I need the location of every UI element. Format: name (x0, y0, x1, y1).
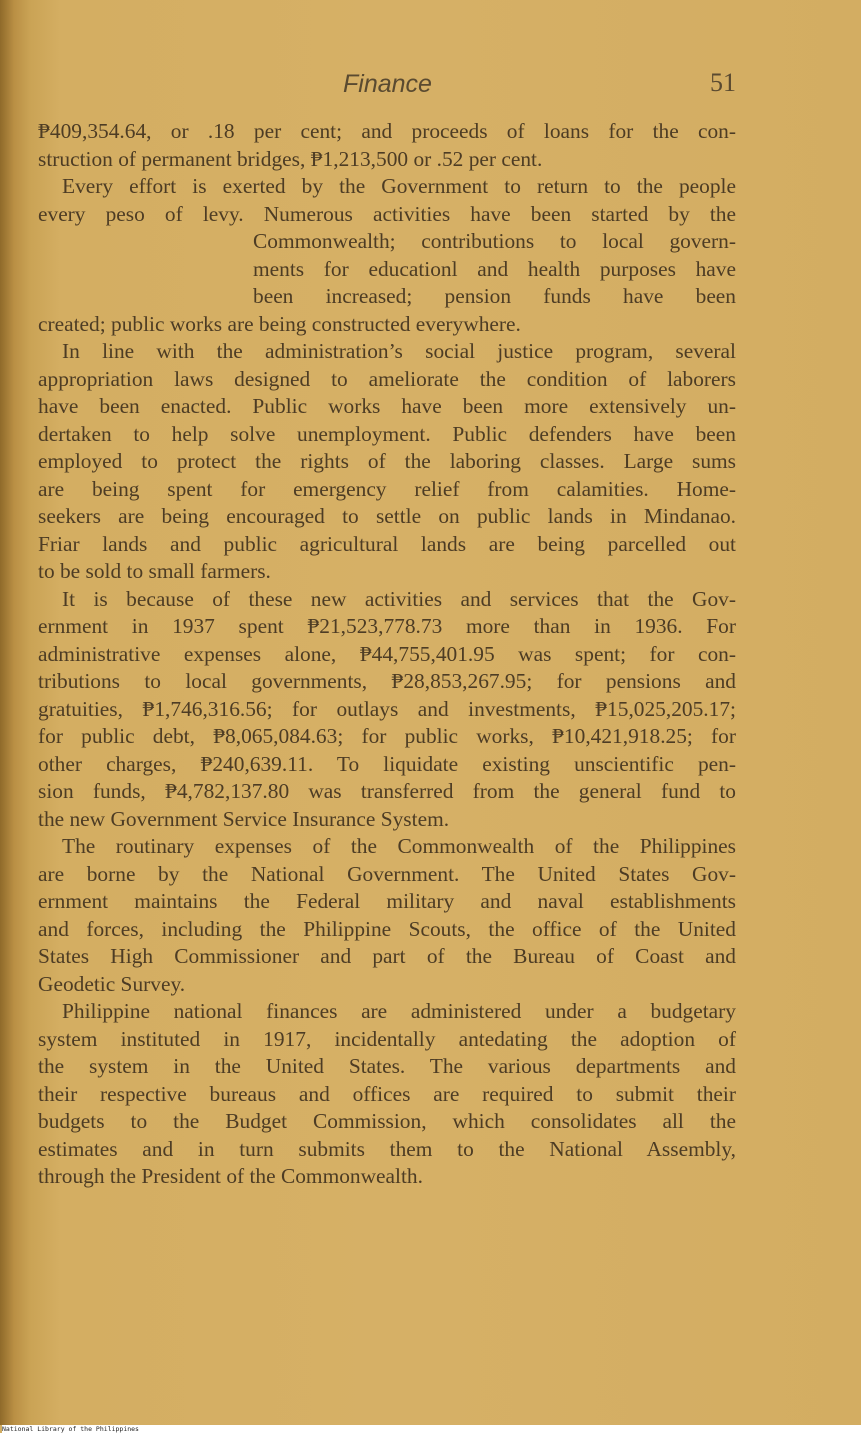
text-line: estimates and in turn submits them to the National Assembly, (38, 1136, 736, 1161)
text-line: have been enacted. Public works have been more extensively un- (38, 394, 736, 418)
text-line: appropriation laws designed to ameliorate the condition of laborers (38, 366, 736, 391)
text-line: budgets to the Budget Commission, which consolidates all the (38, 1109, 736, 1133)
text-line: ₱409,354.64, or .18 per cent; and proceeds of loans for the con- (38, 119, 736, 143)
text-line-content: ments for educationl and health purposes have (253, 256, 736, 281)
text-line: every peso of levy. Numerous activities have been started by the (38, 201, 736, 226)
text-line: employed to protect the rights of the laboring classes. Large sums (38, 449, 736, 473)
text-line: are being spent for emergency relief from calamities. Home- (38, 476, 736, 501)
text-line: the new Government Service Insurance System. (38, 806, 450, 831)
text-line: their respective bureaus and offices are required to submit their (38, 1081, 736, 1106)
text-line: other charges, ₱240,639.11. To liquidate existing unscientific pen- (38, 751, 736, 776)
text-line: Philippine national finances are administered under a budgetary (62, 999, 736, 1023)
text-line: system instituted in 1917, incidentally antedating the adoption of (38, 1026, 736, 1051)
text-line: Every effort is exerted by the Government to return to the people (62, 174, 736, 198)
page-header (0, 70, 861, 104)
text-line: and forces, including the Philippine Scouts, the office of the United (38, 916, 736, 941)
body-text (38, 118, 736, 1191)
text-line: for public debt, ₱8,065,084.63; for public works, ₱10,421,918.25; for (38, 724, 736, 748)
running-title: Finance (343, 70, 432, 98)
text-line: States High Commissioner and part of the Bureau of Coast and (38, 944, 736, 968)
text-line: gratuities, ₱1,746,316.56; for outlays and investments, ₱15,025,205.17; (38, 696, 736, 721)
text-line: In line with the administration’s social justice program, several (62, 339, 736, 363)
text-line (38, 256, 736, 284)
text-line: struction of permanent bridges, ₱1,213,500 or .52 per cent. (38, 146, 543, 171)
text-line: been increased; pension funds have been (253, 284, 736, 308)
text-line: The routinary expenses of the Commonwealth of the Philippines (62, 834, 736, 858)
text-line: ernment in 1937 spent ₱21,523,778.73 more than in 1936. For (38, 614, 736, 638)
text-line: seekers are being encouraged to settle on public lands in Mindanao. (38, 504, 736, 528)
text-line: the system in the United States. The various departments and (38, 1054, 736, 1078)
text-line: administrative expenses alone, ₱44,755,401.95 was spent; for con- (38, 641, 736, 666)
text-line: Geodetic Survey. (38, 971, 186, 996)
text-line: are borne by the National Government. The United States Gov- (38, 861, 736, 886)
text-line: Friar lands and public agricultural lands are being parcelled out (38, 531, 736, 556)
text-line: ernment maintains the Federal military and naval establishments (38, 889, 736, 913)
text-line: through the President of the Commonwealth. (38, 1164, 423, 1188)
text-line: tributions to local governments, ₱28,853,267.95; for pensions and (38, 669, 736, 693)
text-line: sion funds, ₱4,782,137.80 was transferred from the general fund to (38, 779, 736, 803)
text-line: dertaken to help solve unemployment. Public defenders have been (38, 421, 736, 446)
text-line: It is because of these new activities and services that the Gov- (62, 586, 736, 611)
library-credit: National Library of the Philippines (2, 1425, 861, 1433)
text-line: to be sold to small farmers. (38, 559, 271, 583)
page-number: 51 (710, 68, 736, 97)
text-line: Commonwealth; contributions to local govern- (253, 229, 736, 253)
text-line: created; public works are being constructed everywhere. (38, 311, 521, 336)
